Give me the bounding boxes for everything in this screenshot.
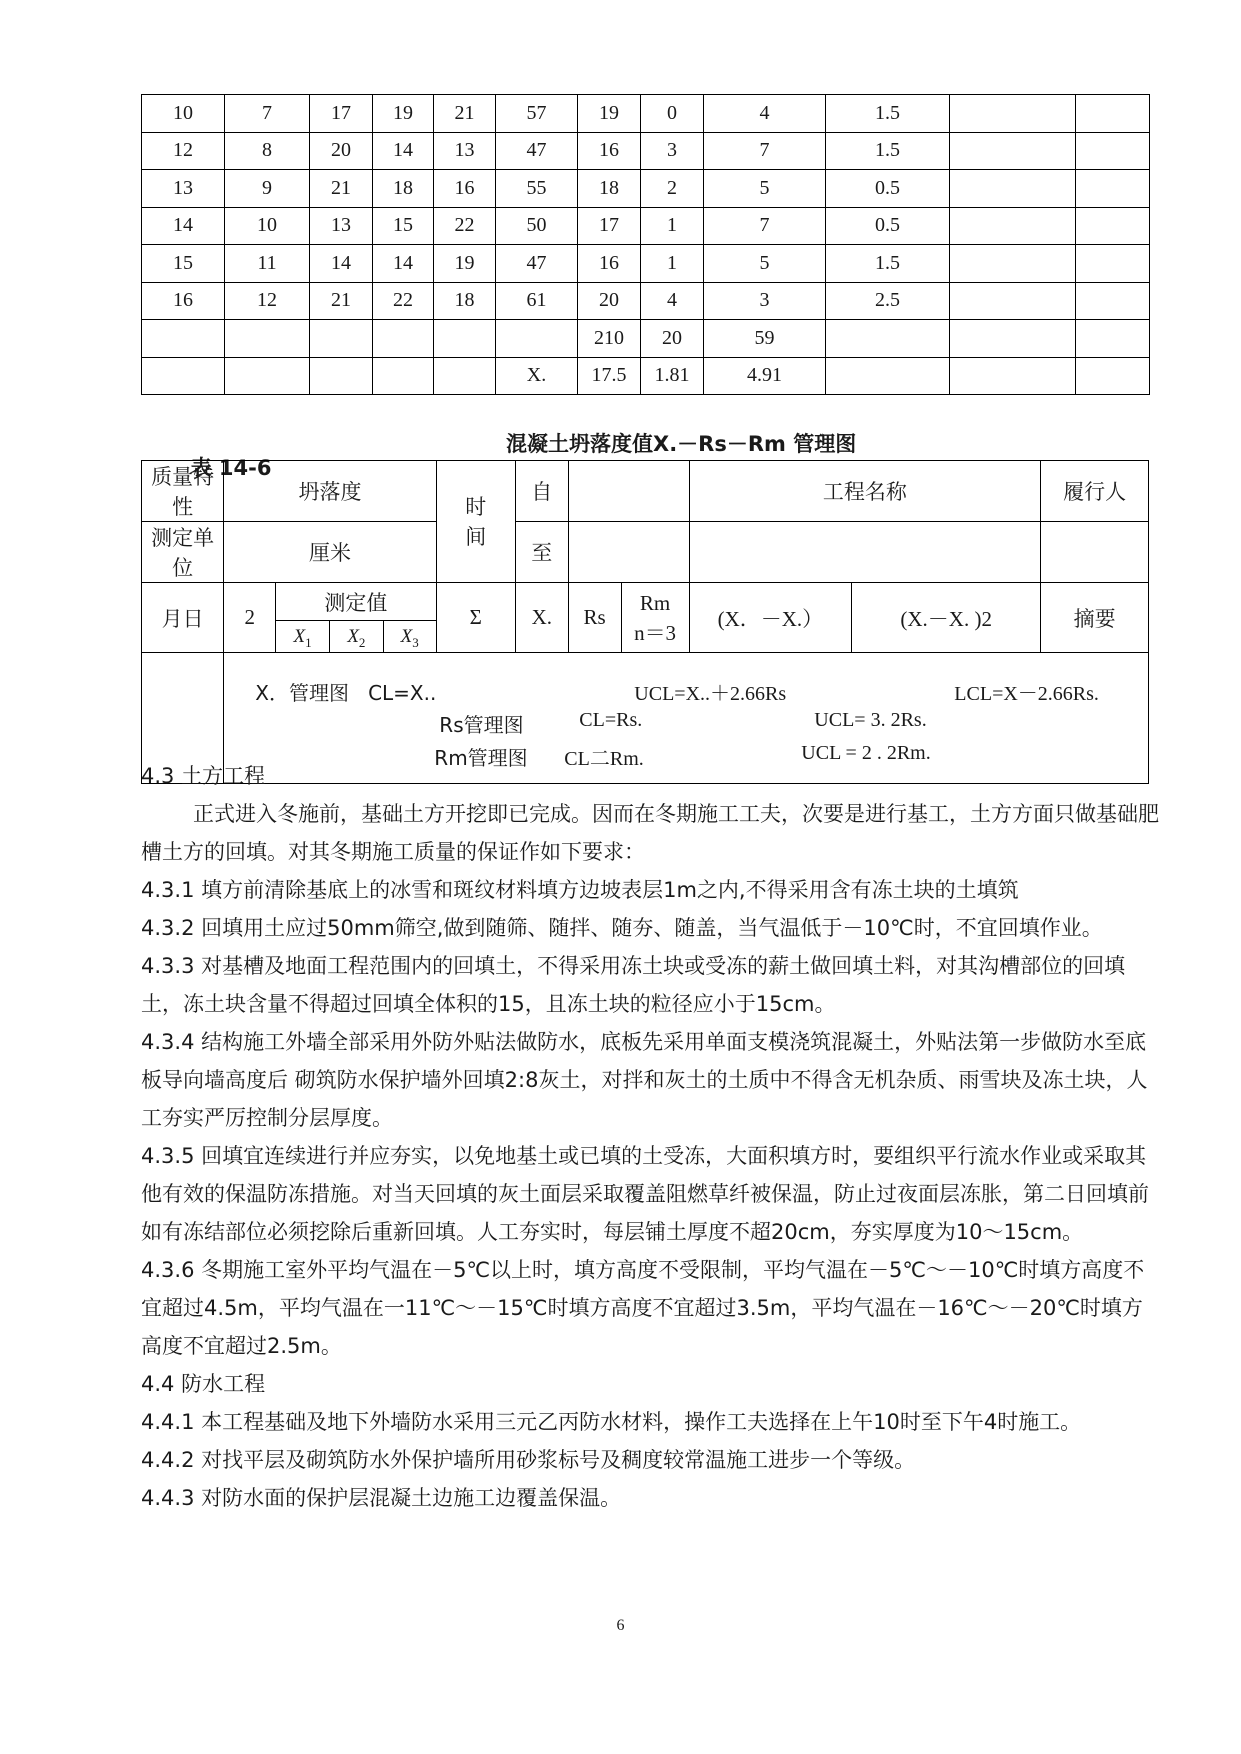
table-cell bbox=[434, 320, 496, 358]
table-cell bbox=[950, 282, 1076, 320]
table-cell: 9 bbox=[225, 170, 310, 208]
table-row bbox=[142, 207, 1150, 245]
table-cell: 61 bbox=[496, 282, 578, 320]
table-cell bbox=[142, 320, 225, 358]
table-cell bbox=[1076, 282, 1150, 320]
table-cell bbox=[373, 357, 434, 395]
unit-value: 厘米 bbox=[224, 522, 436, 583]
table-cell bbox=[225, 320, 310, 358]
table-cell bbox=[826, 320, 950, 358]
table-cell bbox=[1076, 170, 1150, 208]
table-cell: 13 bbox=[142, 170, 225, 208]
table-cell: 7 bbox=[704, 132, 826, 170]
col-2-label: 2 bbox=[224, 583, 276, 653]
project-label: 工程名称 bbox=[689, 461, 1041, 522]
table-cell bbox=[1076, 207, 1150, 245]
table-cell bbox=[1076, 132, 1150, 170]
table-row bbox=[142, 282, 1150, 320]
table-cell bbox=[434, 357, 496, 395]
table-cell bbox=[950, 207, 1076, 245]
table-cell bbox=[310, 320, 373, 358]
control-chart-table bbox=[141, 460, 1149, 784]
table-cell: 16 bbox=[142, 282, 225, 320]
table-cell: 8 bbox=[225, 132, 310, 170]
paragraph-4-3-5: 4.3.5 回填宜连续进行并应夯实，以免地基土或已填的土受冻，大面积填方时，要组织平行流水作业或采取其他有效的保温防冻措施。对当天回填的灰土面层采取覆盖阻燃草纤被保温，防止过夜面层冻胀，第二日回填前如有冻结部位必须挖除后重新回填。人工夯实时，每层铺土厚度不超20cm，夯实厚度为10～15cm。 bbox=[141, 1144, 1149, 1244]
table-row bbox=[142, 95, 1150, 133]
table-cell: 13 bbox=[310, 207, 373, 245]
performer-value bbox=[1041, 522, 1149, 583]
table-cell: 57 bbox=[496, 95, 578, 133]
rs-chart-cl: CL=Rs. bbox=[579, 709, 643, 731]
table-cell bbox=[950, 245, 1076, 283]
table-cell: 15 bbox=[373, 207, 434, 245]
table-cell: 7 bbox=[704, 207, 826, 245]
table-cell: 1.5 bbox=[826, 245, 950, 283]
paragraph-4-3-2: 4.3.2 回填用土应过50mm筛空,做到随筛、随拌、随夯、随盖，当气温低于－10℃时，不宜回填作业。 bbox=[141, 916, 1103, 940]
table-cell: 12 bbox=[142, 132, 225, 170]
to-label: 至 bbox=[515, 522, 568, 583]
table-cell: 15 bbox=[142, 245, 225, 283]
rm-label: Rm n＝3 bbox=[621, 583, 689, 653]
table-title: 混凝土坍落度值X.－Rs－Rm 管理图 bbox=[506, 432, 857, 456]
table-cell: 2 bbox=[641, 170, 704, 208]
table-cell: 18 bbox=[373, 170, 434, 208]
table-cell: 19 bbox=[578, 95, 641, 133]
deviation-squared-label: (X.－X. )2 bbox=[852, 583, 1041, 653]
rm-chart-label: Rm管理图 bbox=[434, 746, 528, 770]
rm-chart-cl: CL二Rm. bbox=[564, 748, 644, 770]
date-label: 月日 bbox=[142, 583, 224, 653]
table-number: 表 14-6 bbox=[190, 456, 272, 480]
quality-value: 坍落度 bbox=[224, 461, 436, 522]
table-cell: 17.5 bbox=[578, 357, 641, 395]
table-cell: 22 bbox=[373, 282, 434, 320]
from-value bbox=[568, 461, 689, 522]
table-cell: 1 bbox=[641, 207, 704, 245]
table-cell bbox=[1076, 320, 1150, 358]
table-cell: 12 bbox=[225, 282, 310, 320]
table-cell: 19 bbox=[373, 95, 434, 133]
from-label: 自 bbox=[515, 461, 568, 522]
paragraph-4-3-4: 4.3.4 结构施工外墙全部采用外防外贴法做防水，底板先采用单面支模浇筑混凝土，外贴法第一步做防水至底板导向墙高度后 砌筑防水保护墙外回填2:8灰土，对拌和灰土的土质中不得含无机杂质、雨雪块及冻土块，人工夯实严厉控制分层厚度。 bbox=[141, 1030, 1148, 1130]
quality-label: 质量特性 bbox=[142, 461, 224, 522]
table-cell: 3 bbox=[641, 132, 704, 170]
table-cell: 55 bbox=[496, 170, 578, 208]
table-cell: 210 bbox=[578, 320, 641, 358]
table-cell: 5 bbox=[704, 245, 826, 283]
table-cell bbox=[225, 357, 310, 395]
table-cell: 50 bbox=[496, 207, 578, 245]
rm-chart-ucl: UCL = 2 . 2Rm. bbox=[801, 742, 931, 764]
table-cell bbox=[1076, 245, 1150, 283]
to-value bbox=[568, 522, 689, 583]
table-cell: X. bbox=[496, 357, 578, 395]
table-cell bbox=[950, 170, 1076, 208]
table-cell: 17 bbox=[310, 95, 373, 133]
table-cell bbox=[950, 132, 1076, 170]
measured-label: 测定值 bbox=[276, 583, 437, 621]
table-cell: 20 bbox=[310, 132, 373, 170]
table-cell: 0 bbox=[641, 95, 704, 133]
table-cell: 1.5 bbox=[826, 95, 950, 133]
table-cell: 11 bbox=[225, 245, 310, 283]
paragraph-4-3-6: 4.3.6 冬期施工室外平均气温在－5℃以上时，填方高度不受限制，平均气温在－5℃～－10℃时填方高度不宜超过4.5m，平均气温在一11℃～－15℃时填方高度不宜超过3.5m，平均气温在－16℃～－20℃时填方高度不宜超过2.5m。 bbox=[141, 1258, 1145, 1358]
table-cell: 4.91 bbox=[704, 357, 826, 395]
table-cell bbox=[496, 320, 578, 358]
rs-chart-ucl: UCL= 3. 2Rs. bbox=[814, 709, 927, 731]
rs-label: Rs bbox=[568, 583, 621, 653]
rs-chart-label: Rs管理图 bbox=[439, 713, 524, 737]
xbar-chart-lcl: LCL=X－2.66Rs. bbox=[954, 683, 1099, 705]
table-cell: 7 bbox=[225, 95, 310, 133]
section-heading-4-3: 4.3 土方工程 bbox=[141, 764, 266, 788]
table-row bbox=[142, 245, 1150, 283]
table-cell: 14 bbox=[373, 132, 434, 170]
xbar-label: X. bbox=[515, 583, 568, 653]
table-cell: 5 bbox=[704, 170, 826, 208]
table-cell: 17 bbox=[578, 207, 641, 245]
table-cell: 18 bbox=[578, 170, 641, 208]
table-cell bbox=[950, 320, 1076, 358]
page-number: 6 bbox=[616, 1617, 625, 1634]
x1-label: $X_1$ bbox=[276, 621, 330, 653]
paragraph-4-4-3: 4.4.3 对防水面的保护层混凝土边施工边覆盖保温。 bbox=[141, 1486, 622, 1510]
table-cell: 19 bbox=[434, 245, 496, 283]
deviation-label: (X．－X.） bbox=[689, 583, 852, 653]
table-cell: 18 bbox=[434, 282, 496, 320]
table-cell: 0.5 bbox=[826, 207, 950, 245]
section-heading-4-4: 4.4 防水工程 bbox=[141, 1372, 266, 1396]
summary-label: 摘要 bbox=[1041, 583, 1149, 653]
paragraph-4-3-3: 4.3.3 对基槽及地面工程范围内的回填土，不得采用冻土块或受冻的薪土做回填土料，对其沟槽部位的回填土，冻土块含量不得超过回填全体积的15，且冻土块的粒径应小于15cm。 bbox=[141, 954, 1126, 1016]
table-cell: 2.5 bbox=[826, 282, 950, 320]
table-cell: 20 bbox=[578, 282, 641, 320]
table-cell: 1 bbox=[641, 245, 704, 283]
table-cell: 1.5 bbox=[826, 132, 950, 170]
table-cell: 20 bbox=[641, 320, 704, 358]
table-cell: 10 bbox=[142, 95, 225, 133]
table-cell: 4 bbox=[641, 282, 704, 320]
x2-label: $X_2$ bbox=[329, 621, 383, 653]
table-cell: 16 bbox=[434, 170, 496, 208]
table-cell: 0.5 bbox=[826, 170, 950, 208]
table-cell: 14 bbox=[310, 245, 373, 283]
paragraph-4-4-1: 4.4.1 本工程基础及地下外墙防水采用三元乙丙防水材料，操作工夫选择在上午10时至下午4时施工。 bbox=[141, 1410, 1082, 1434]
unit-label: 测定单位 bbox=[142, 522, 224, 583]
table-row bbox=[142, 357, 1150, 395]
paragraph-4-4-2: 4.4.2 对找平层及砌筑防水外保护墙所用砂浆标号及稠度较常温施工进步一个等级。 bbox=[141, 1448, 916, 1472]
table-cell bbox=[373, 320, 434, 358]
paragraph-4-3: 正式进入冬施前，基础土方开挖即已完成。因而在冬期施工工夫，次要是进行基工，土方方面只做基础肥槽土方的回填。对其冬期施工质量的保证作如下要求： bbox=[141, 802, 1159, 864]
time-label: 时 间 bbox=[436, 461, 515, 583]
table-cell: 13 bbox=[434, 132, 496, 170]
sigma-label: Σ bbox=[436, 583, 515, 653]
table-cell bbox=[1076, 95, 1150, 133]
table-cell: 1.81 bbox=[641, 357, 704, 395]
xbar-chart-ucl: UCL=X..＋2.66Rs bbox=[634, 683, 787, 705]
table-cell: 22 bbox=[434, 207, 496, 245]
performer-label: 履行人 bbox=[1041, 461, 1149, 522]
project-value bbox=[689, 522, 1041, 583]
table-cell bbox=[826, 357, 950, 395]
table-cell bbox=[950, 95, 1076, 133]
table-cell: 21 bbox=[434, 95, 496, 133]
table-cell: 47 bbox=[496, 132, 578, 170]
table-cell: 21 bbox=[310, 282, 373, 320]
table-cell bbox=[1076, 357, 1150, 395]
xbar-chart-cl: X．管理图 CL=X.. bbox=[255, 681, 437, 705]
table-cell: 10 bbox=[225, 207, 310, 245]
table-row bbox=[142, 170, 1150, 208]
table-cell: 59 bbox=[704, 320, 826, 358]
body-text bbox=[141, 757, 1161, 1517]
table-row bbox=[142, 320, 1150, 358]
paragraph-4-3-1: 4.3.1 填方前清除基底上的冰雪和斑纹材料填方边坡表层1m之内,不得采用含有冻土块的土填筑 bbox=[141, 878, 1019, 902]
table-cell: 4 bbox=[704, 95, 826, 133]
data-table bbox=[141, 94, 1150, 395]
x3-label: $X_3$ bbox=[383, 621, 436, 653]
table-row bbox=[142, 132, 1150, 170]
table-cell: 14 bbox=[373, 245, 434, 283]
table-cell bbox=[950, 357, 1076, 395]
table-cell bbox=[310, 357, 373, 395]
table-cell bbox=[142, 357, 225, 395]
table-cell: 16 bbox=[578, 132, 641, 170]
table-cell: 47 bbox=[496, 245, 578, 283]
table-cell: 3 bbox=[704, 282, 826, 320]
table-cell: 21 bbox=[310, 170, 373, 208]
table-cell: 16 bbox=[578, 245, 641, 283]
table-cell: 14 bbox=[142, 207, 225, 245]
